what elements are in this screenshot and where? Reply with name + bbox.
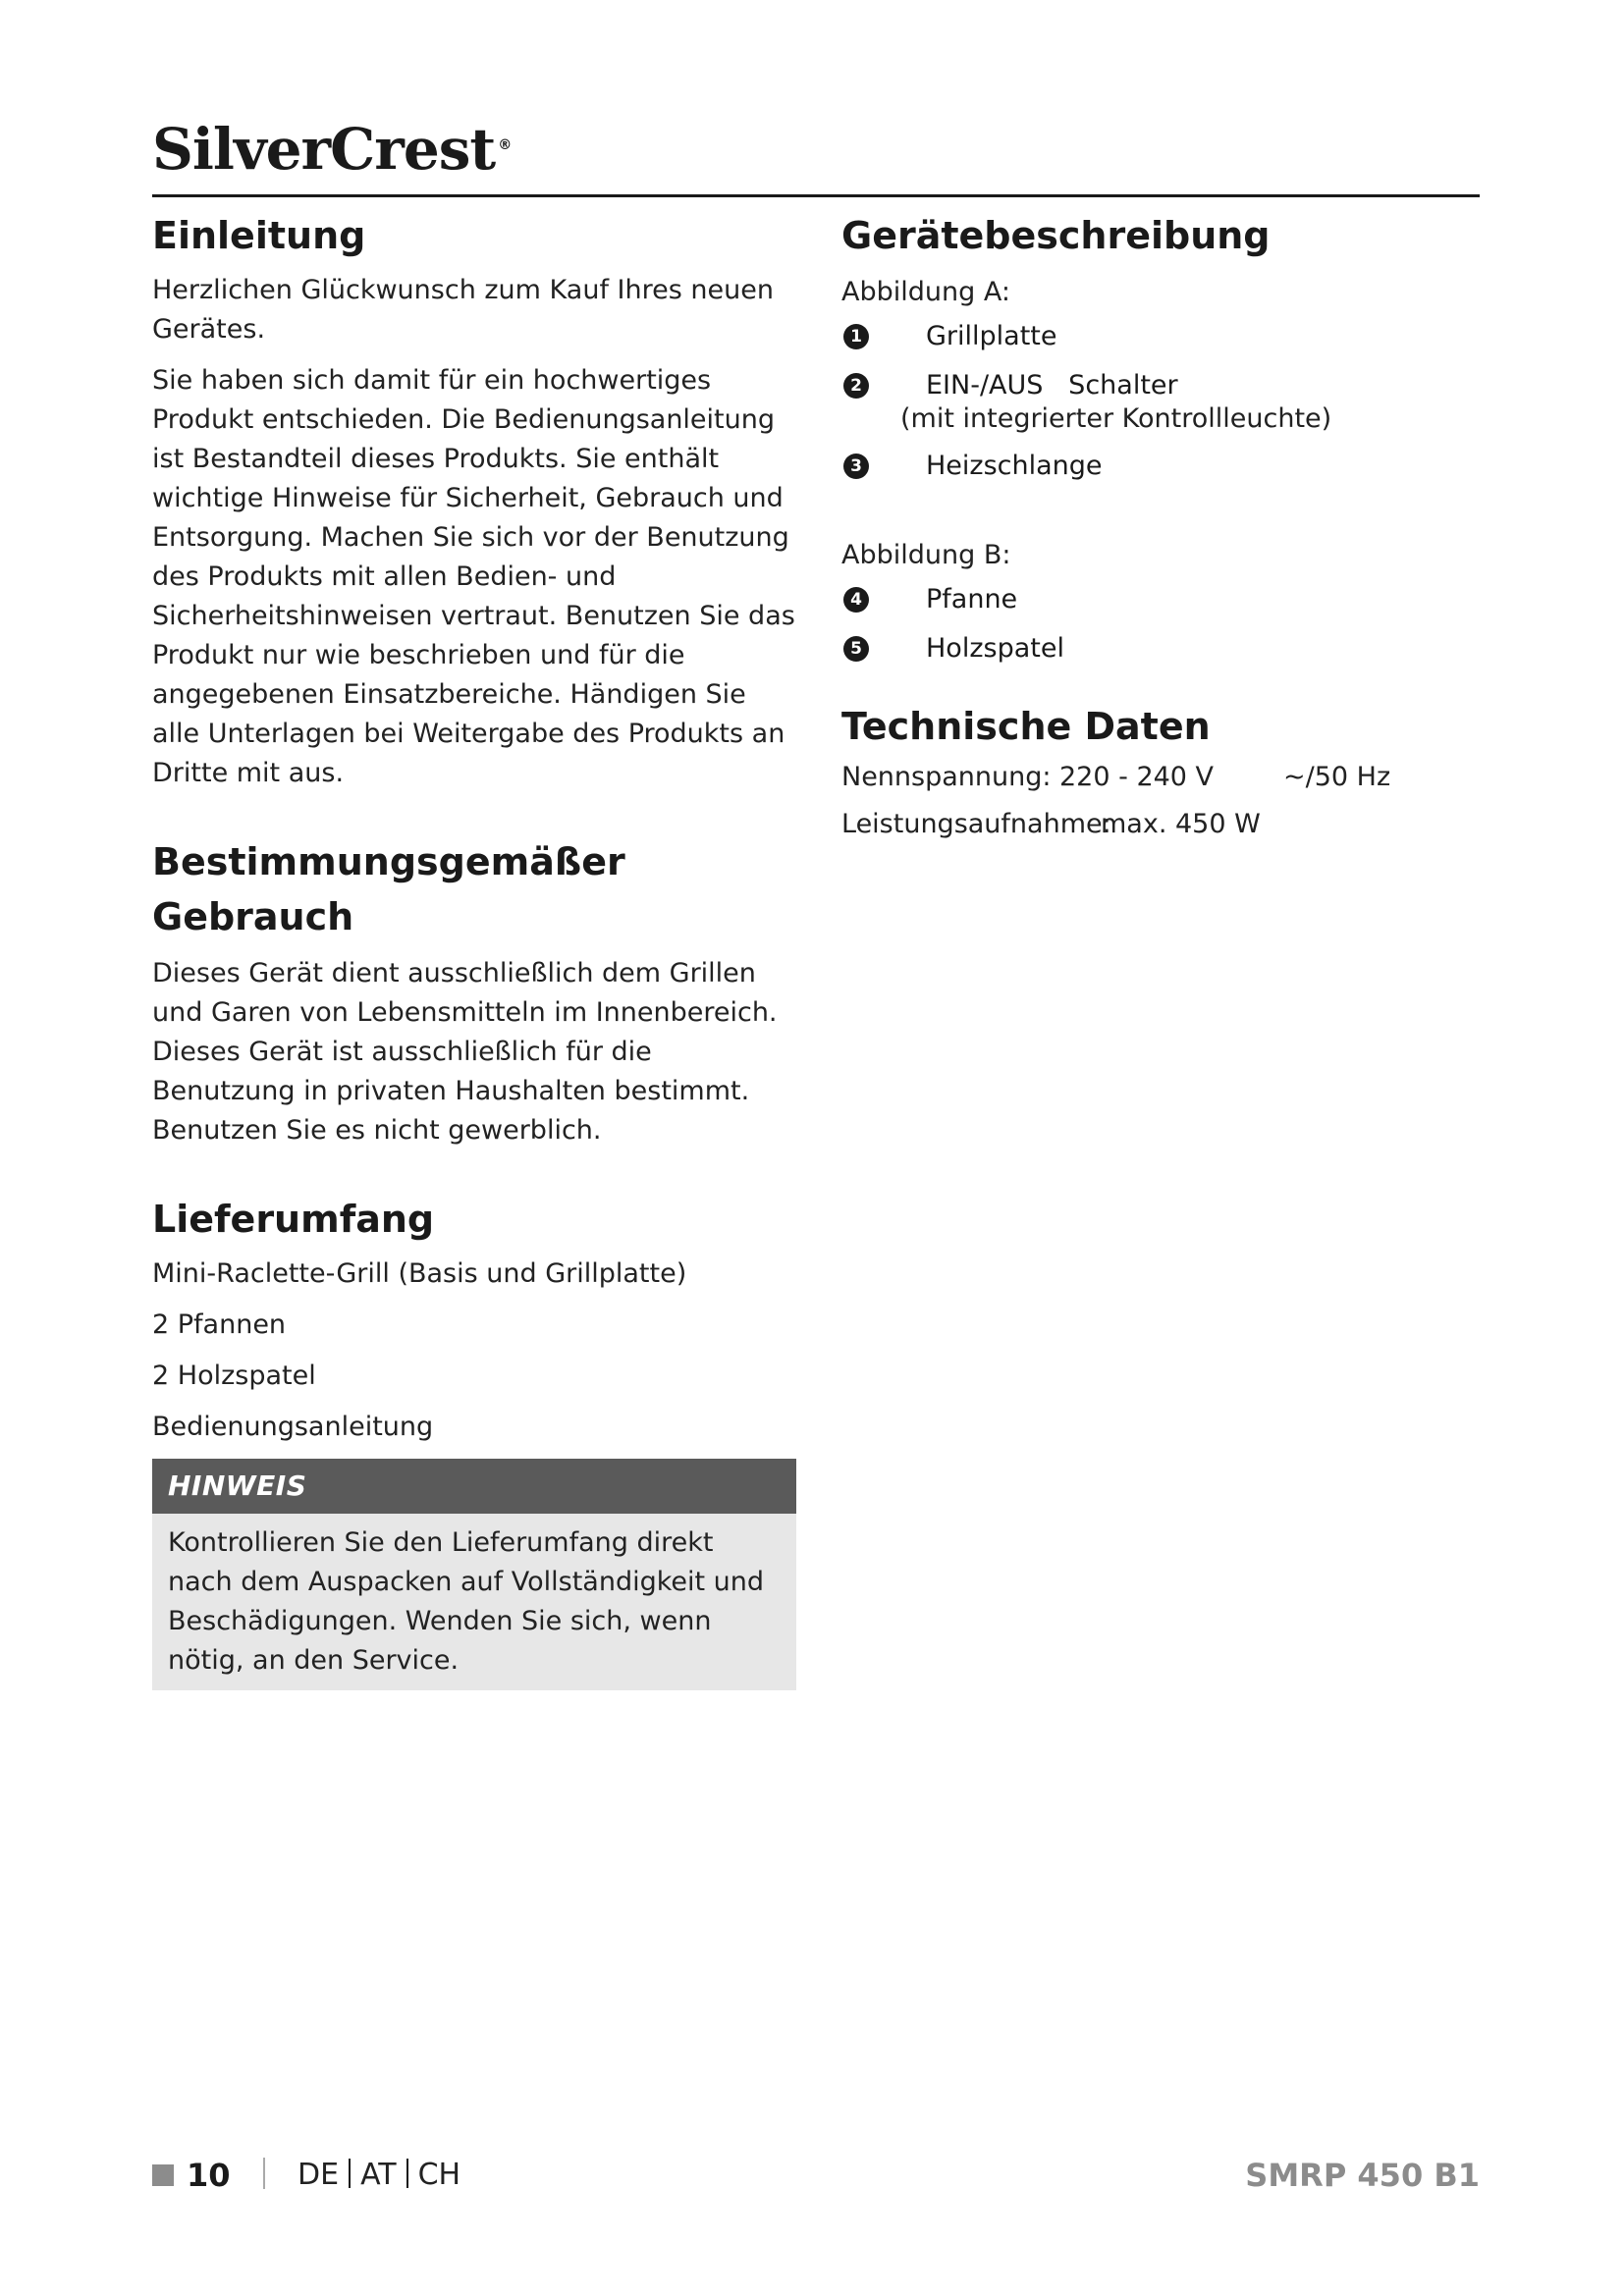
hinweis-text: Kontrollieren Sie den Lieferumfang direkt nach dem Auspacken auf Vollständigkeit und Beschädigungen. Wenden Sie sich, wenn nötig, an den Service. bbox=[168, 1527, 765, 1676]
number-4-icon: 4 bbox=[843, 587, 869, 613]
part-item-heizschlange bbox=[841, 442, 1480, 491]
hinweis-title: HINWEIS bbox=[152, 1459, 796, 1514]
heading-lieferumfang: Lieferumfang bbox=[152, 1198, 435, 1241]
einleitung-paragraph-2: Sie haben sich damit für ein hochwertiges Produkt entschieden. Die Bedienungsanleitung ist Bestandteil dieses Produkts. Sie enthält wichtige Hinweise für Sicherheit, Gebrauch und Entsorgung. Machen Sie sich vor der Benutzung des Produkts mit allen Bedien- und Sicherheitshinweisen vertraut. Benutzen Sie das Produkt nur wie beschrieben und für die angegebenen Einsatzbereiche. Händigen Sie alle Unterlagen bei Weitergabe des Produkts an Dritte mit aus. bbox=[152, 365, 795, 788]
number-1-icon: 1 bbox=[843, 324, 869, 349]
header-rule bbox=[152, 194, 1480, 197]
heading-einleitung: Einleitung bbox=[152, 214, 366, 257]
heading-geraetebeschreibung: Gerätebeschreibung bbox=[841, 214, 1271, 257]
part-item-holzspatel bbox=[841, 624, 1480, 673]
hinweis-box bbox=[152, 1459, 796, 1690]
part-label: Holzspatel bbox=[926, 633, 1064, 664]
tech-value-leistungsaufnahme: max. 450 W bbox=[1101, 809, 1261, 839]
heading-bestimmung-line-1: Bestimmungsgemäßer bbox=[152, 840, 625, 883]
heading-bestimmungsgemaesser-gebrauch bbox=[152, 834, 800, 944]
lieferumfang-list bbox=[152, 1255, 800, 1447]
number-3-icon: 3 bbox=[843, 454, 869, 479]
part-item-grillplatte bbox=[841, 312, 1480, 361]
lieferumfang-item: Bedienungsanleitung bbox=[152, 1412, 434, 1442]
part-item-schalter bbox=[841, 361, 1480, 410]
footer-separator bbox=[263, 2158, 265, 2189]
tech-value-frequenz: ~/50 Hz bbox=[1283, 762, 1391, 792]
lieferumfang-item: Mini-Raclette-Grill (Basis und Grillplatte) bbox=[152, 1258, 687, 1289]
heading-technische-daten: Technische Daten bbox=[841, 705, 1211, 748]
lang-divider bbox=[349, 2159, 351, 2188]
number-5-icon: 5 bbox=[843, 636, 869, 662]
silvercrest-logo bbox=[152, 116, 511, 183]
tech-label-nennspannung: Nennspannung: bbox=[841, 762, 1052, 792]
tech-row-nennspannung bbox=[841, 754, 1480, 801]
abbildung-a-label: Abbildung A: bbox=[841, 277, 1010, 307]
lang-at: AT bbox=[360, 2158, 397, 2192]
footer-languages bbox=[298, 2156, 460, 2195]
tech-row-leistungsaufnahme bbox=[841, 801, 1480, 848]
logo-registered-mark: ® bbox=[498, 136, 512, 153]
abbildung-b-label: Abbildung B: bbox=[841, 540, 1011, 570]
lieferumfang-item: 2 Pfannen bbox=[152, 1309, 287, 1340]
number-2-icon: 2 bbox=[843, 373, 869, 399]
lang-de: DE bbox=[298, 2158, 340, 2192]
part-item-pfanne bbox=[841, 575, 1480, 624]
lang-ch: CH bbox=[417, 2158, 461, 2192]
page-number: 10 bbox=[187, 2157, 231, 2194]
part-label: EIN-/AUS Schalter bbox=[926, 370, 1178, 400]
lang-divider bbox=[406, 2159, 408, 2188]
bestimmung-paragraph: Dieses Gerät dient ausschließlich dem Grillen und Garen von Lebensmitteln im Innenbereich. Dieses Gerät ist ausschließlich für die Benutzung in privaten Haushalten bestimmt. Benutzen Sie es nicht gewerblich. bbox=[152, 958, 778, 1146]
lieferumfang-item: 2 Holzspatel bbox=[152, 1361, 316, 1391]
left-column bbox=[152, 208, 800, 1690]
right-column bbox=[841, 208, 1480, 848]
footer-square-icon bbox=[152, 2164, 174, 2186]
part-label: Pfanne bbox=[926, 584, 1018, 614]
part-label: Heizschlange bbox=[926, 451, 1103, 481]
part-label: Grillplatte bbox=[926, 321, 1057, 351]
part-2-subtitle: (mit integrierter Kontrollleuchte) bbox=[900, 403, 1332, 434]
tech-label-leistungsaufnahme: Leistungsaufnahme: bbox=[841, 809, 1111, 839]
heading-bestimmung-line-2: Gebrauch bbox=[152, 895, 354, 938]
logo-text: SilverCrest bbox=[152, 116, 496, 183]
tech-value-nennspannung: 220 - 240 V bbox=[1059, 762, 1215, 792]
model-number: SMRP 450 B1 bbox=[1245, 2157, 1480, 2194]
einleitung-paragraph-1: Herzlichen Glückwunsch zum Kauf Ihres neuen Gerätes. bbox=[152, 275, 774, 345]
